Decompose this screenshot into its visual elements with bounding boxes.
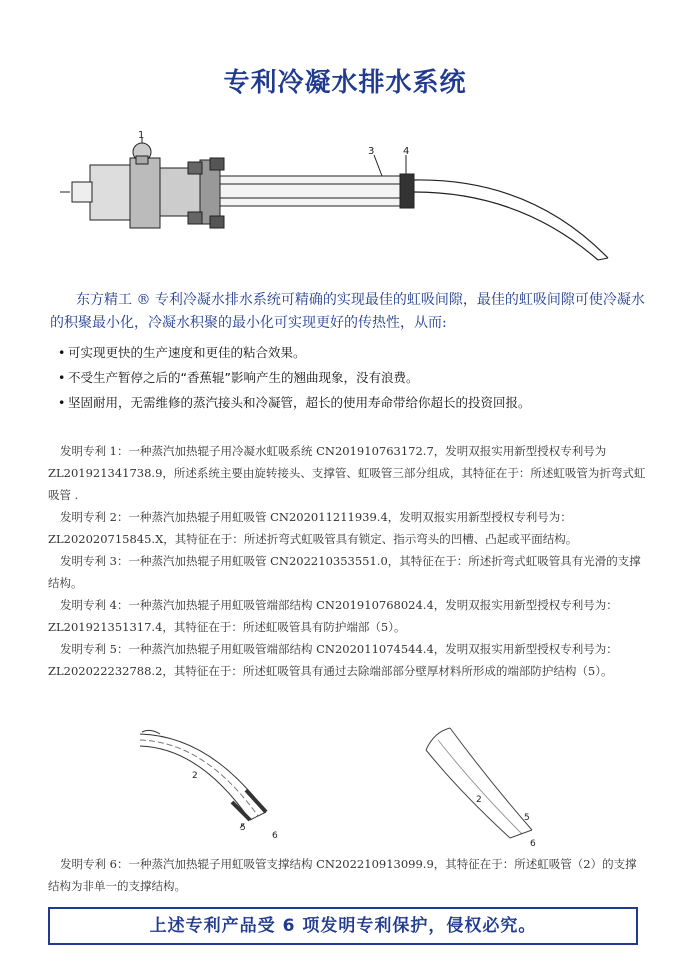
figure-b-label-2: 2 [476, 795, 482, 805]
page-title: 专利冷凝水排水系统 [223, 68, 467, 98]
siphon-assembly-drawing [60, 130, 630, 270]
bullet-icon: • [58, 395, 66, 410]
patent-1: 发明专利 1：一种蒸汽加热辊子用冷凝水虹吸系统 CN201910763172.7，发明双报实用新型授权专利号为 ZL201921341738.9，所述系统主要由旋转接头、支撑管、虹吸管三部分组成，其特征在于：所述虹吸管为折弯式虹吸管 . [48, 444, 646, 502]
intro-paragraph: 东方精工 ® 专利冷凝水排水系统可精确的实现最佳的虹吸间隙，最佳的虹吸间隙可使冷凝水的积聚最小化，冷凝水积聚的最小化可实现更好的传热性，从而: [50, 292, 645, 331]
figure-b-label-5: 5 [524, 813, 530, 823]
patent-6: 发明专利 6：一种蒸汽加热辊子用虹吸管支撑结构 CN202210913099.9，其特征在于：所述虹吸管（2）的支撑结构为非单一的支撑结构。 [48, 857, 637, 893]
siphon-end-figure-b [420, 722, 560, 852]
patent-5: 发明专利 5：一种蒸汽加热辊子用虹吸管端部结构 CN202011074544.4，发明双报实用新型授权专利号为：ZL202022232788.2，其特征在于：所述虹吸管具有通过去除端部部分壁厚材料所形成的端部防护结构（5）。 [48, 642, 618, 678]
patent-3: 发明专利 3：一种蒸汽加热辊子用虹吸管 CN202210353551.0，其特征在于：所述折弯式虹吸管具有光滑的支撑结构。 [48, 554, 641, 590]
benefit-item: • 不受生产暂停之后的“香蕉辊”影响产生的翘曲现象，没有浪费。 [58, 365, 668, 390]
figure-b-label-6: 6 [530, 839, 536, 849]
drawing-label-1: 1 [138, 130, 145, 141]
figure-a-label-2: 2 [192, 771, 198, 781]
siphon-end-figure-a [140, 728, 300, 850]
benefit-item: • 坚固耐用，无需维修的蒸汽接头和冷凝管，超长的使用寿命带给你超长的投资回报。 [58, 390, 668, 415]
patent-2: 发明专利 2：一种蒸汽加热辊子用虹吸管 CN202011211939.4，发明双报实用新型授权专利号为：ZL202020715845.X，其特征在于：所述折弯式虹吸管具有锁定、指示弯头的凹槽、凸起或平面结构。 [48, 510, 578, 546]
bullet-icon: • [58, 345, 66, 360]
bullet-icon: • [58, 370, 66, 385]
patent-list [48, 440, 648, 682]
protection-banner: 上述专利产品受 6 项发明专利保护，侵权必究。 [48, 907, 638, 945]
drawing-label-4: 4 [403, 146, 410, 157]
drawing-label-3: 3 [368, 146, 375, 157]
figure-a-label-5: 5 [240, 823, 246, 833]
patent-4: 发明专利 4：一种蒸汽加热辊子用虹吸管端部结构 CN201910768024.4，发明双报实用新型授权专利号为：ZL201921351317.4，其特征在于：所述虹吸管具有防护端部（5）。 [48, 598, 618, 634]
benefit-item: • 可实现更快的生产速度和更佳的粘合效果。 [58, 340, 668, 365]
benefit-list [58, 340, 668, 415]
figure-a-label-6: 6 [272, 831, 278, 841]
